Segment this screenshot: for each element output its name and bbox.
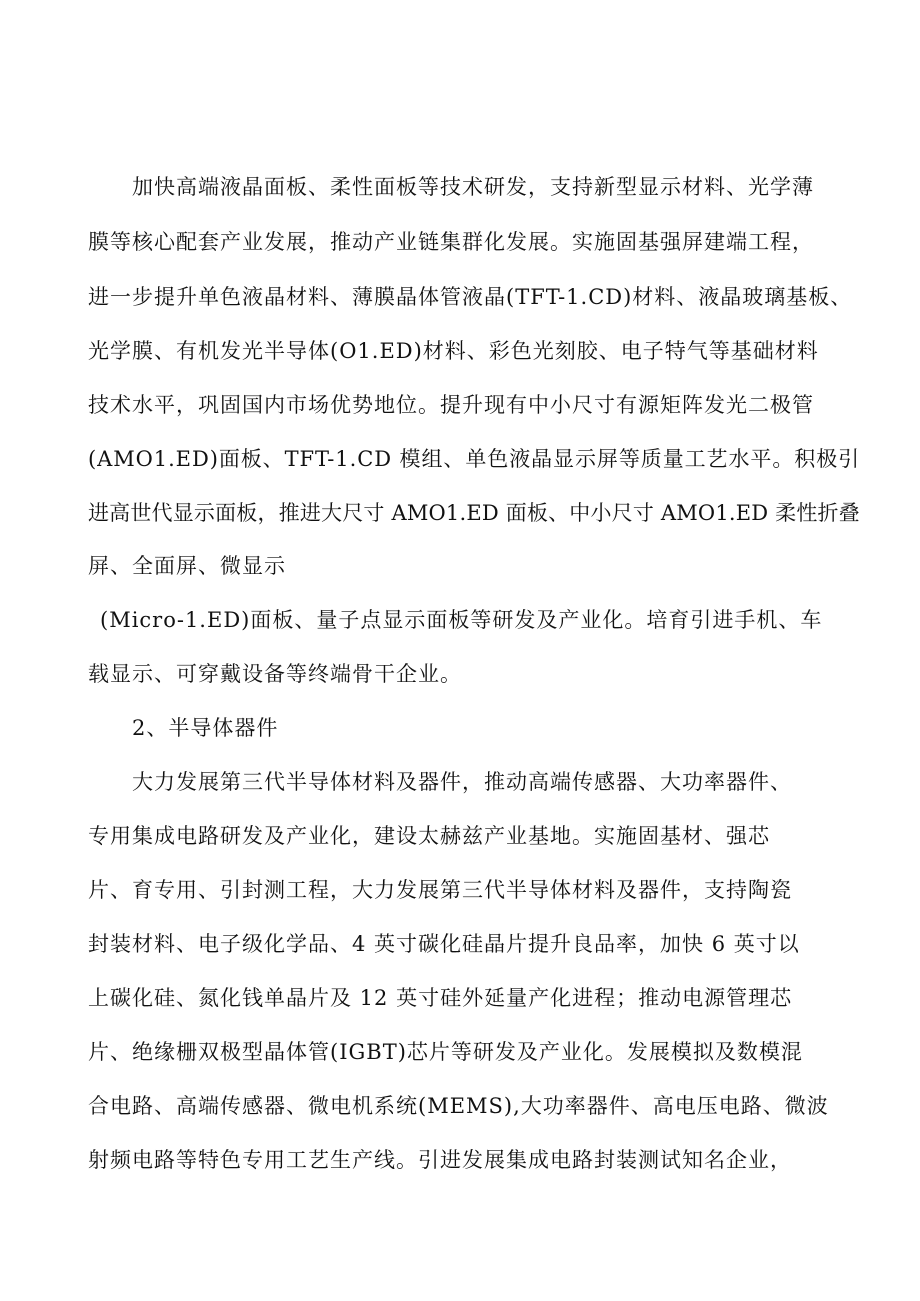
paragraph-1-line-1: 加快高端液晶面板、柔性面板等技术研发，支持新型显示材料、光学薄	[132, 175, 814, 199]
paragraph-2-line-2: 载显示、可穿戴设备等终端骨干企业。	[88, 662, 462, 686]
paragraph-1-line-4: 光学膜、有机发光半导体(O1.ED)材料、彩色光刻胶、电子特气等基础材料	[88, 339, 819, 363]
paragraph-3-line-8: 射频电路等特色专用工艺生产线。引进发展集成电路封装测试知名企业，	[88, 1148, 792, 1172]
paragraph-1-line-7: 进高世代显示面板，推进大尺寸 AMO1.ED 面板、中小尺寸 AMO1.ED 柔性折叠	[88, 501, 860, 525]
section-heading: 2、半导体器件	[132, 716, 279, 740]
paragraph-1-line-6: (AMO1.ED)面板、TFT-1.CD 模组、单色液晶显示屏等质量工艺水平。积极引	[88, 447, 861, 471]
paragraph-2-line-1: (Micro-1.ED)面板、量子点显示面板等研发及产业化。培育引进手机、车	[100, 608, 823, 632]
paragraph-1-line-5: 技术水平，巩固国内市场优势地位。提升现有中小尺寸有源矩阵发光二极管	[88, 393, 814, 417]
paragraph-1-line-3: 进一步提升单色液晶材料、薄膜晶体管液晶(TFT-1.CD)材料、液晶玻璃基板、	[88, 285, 853, 309]
paragraph-3-line-2: 专用集成电路研发及产业化，建设太赫兹产业基地。实施固基材、强芯	[88, 824, 770, 848]
paragraph-3-line-5: 上碳化硅、氮化钱单晶片及 12 英寸硅外延量产化进程；推动电源管理芯	[88, 986, 793, 1010]
paragraph-3-line-7: 合电路、高端传感器、微电机系统(MEMS),大功率器件、高电压电路、微波	[88, 1094, 829, 1118]
paragraph-1-line-8: 屏、全面屏、微显示	[88, 554, 286, 578]
paragraph-3-line-4: 封装材料、电子级化学品、4 英寸碳化硅晶片提升良品率，加快 6 英寸以	[88, 932, 800, 956]
paragraph-3-line-1: 大力发展第三代半导体材料及器件，推动高端传感器、大功率器件、	[132, 770, 792, 794]
paragraph-1-line-2: 膜等核心配套产业发展，推动产业链集群化发展。实施固基强屏建端工程，	[88, 230, 814, 254]
paragraph-3-line-6: 片、绝缘栅双极型晶体管(IGBT)芯片等研发及产业化。发展模拟及数模混	[88, 1040, 803, 1064]
paragraph-3-line-3: 片、育专用、引封测工程，大力发展第三代半导体材料及器件，支持陶瓷	[88, 878, 792, 902]
